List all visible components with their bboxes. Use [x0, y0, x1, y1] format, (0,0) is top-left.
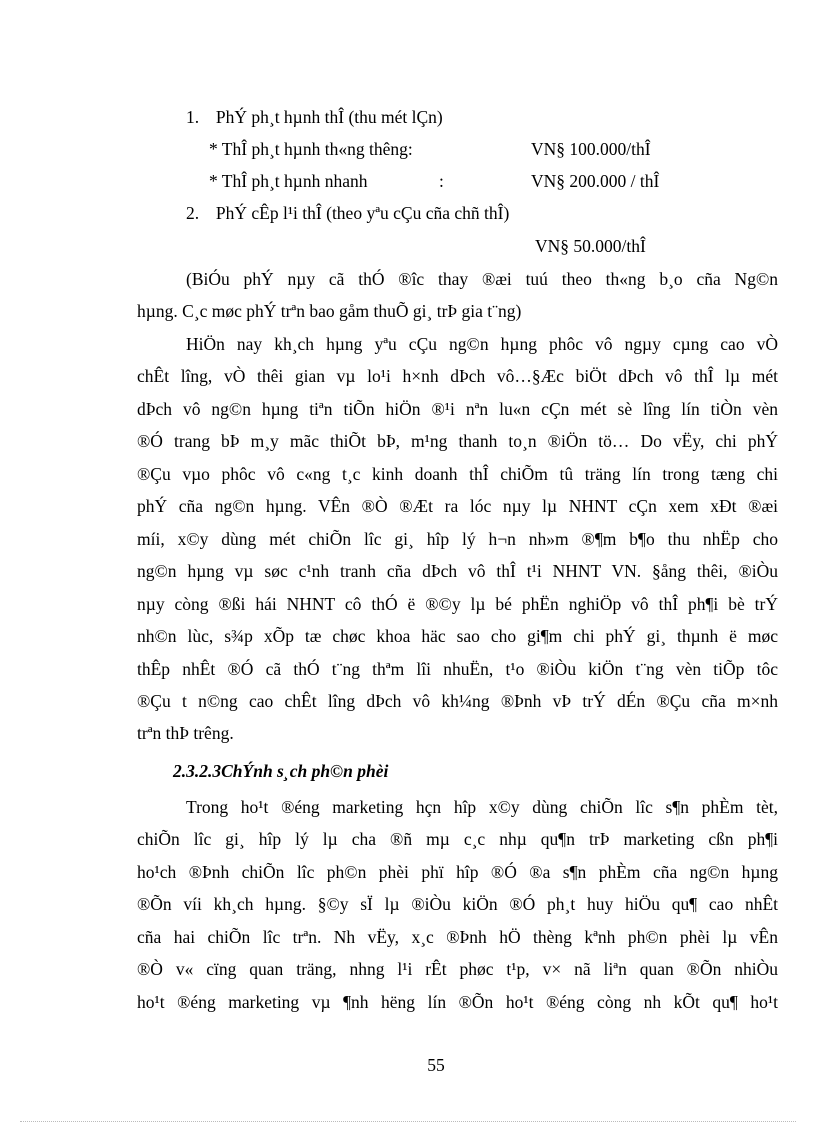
- paragraph-line: trªn thÞ trêng.: [137, 723, 234, 743]
- fee-item-title: PhÝ cÊp l¹i thÎ (theo yªu cÇu cña chñ thÎ): [215, 203, 510, 223]
- paragraph-line: phÝ cña ng©n hµng. VÊn ®Ò ®Æt ra lóc nµy lµ NHNT cÇn xem xÐt ®æi: [137, 496, 778, 516]
- list-number: 2.: [186, 203, 200, 223]
- paragraph-line: ®Çu t n©ng cao chÊt lîng dÞch vô kh¼ng ®Þnh vÞ trÝ dÉn ®Çu cña m×nh: [137, 691, 778, 711]
- fee-standard-price: VN§ 100.000/thÎ: [531, 139, 651, 159]
- fee-express-colon: :: [439, 171, 444, 191]
- fee-item-title: PhÝ ph¸t hµnh thÎ (thu mét lÇn): [215, 107, 443, 127]
- paragraph-line: ho¹ch ®Þnh chiÕn lîc ph©n phèi phï hîp ®Ó ®a s¶n phÈm cña ng©n hµng: [137, 862, 778, 882]
- paragraph-line: chÊt lîng, vÒ thêi gian vµ lo¹i h×nh dÞch vô…§Æc biÖt dÞch vô thÎ lµ mét: [137, 366, 778, 386]
- paragraph-line: nµy còng ®ßi hái NHNT cô thÓ ë ®©y lµ bé phËn nghiÖp vô thÎ ph¶i bè trÝ: [137, 594, 778, 614]
- paragraph-line: HiÖn nay kh¸ch hµng yªu cÇu ng©n hµng phôc vô ngµy cµng cao vÒ: [186, 334, 778, 354]
- paragraph-line: ®Ò v« cïng quan träng, nhng l¹i rÊt phøc t¹p, v× nã liªn quan ®Õn nhiÒu: [137, 959, 778, 979]
- paragraph-line: míi, x©y dùng mét chiÕn lîc gi¸ hîp lý h¬n nh»m ®¶m b¶o thu nhËp cho: [137, 529, 778, 549]
- fee-reissue-price: VN§ 50.000/thÎ: [535, 236, 646, 256]
- fee-express-price: VN§ 200.000 / thÎ: [531, 171, 660, 191]
- paragraph-line: ng©n hµng vµ søc c¹nh tranh cña dÞch vô thÎ t¹i NHNT VN. §ång thêi, ®iÒu: [137, 561, 778, 581]
- paragraph-line: thÊp nhÊt ®Ó cã thÓ t¨ng thªm lîi nhuËn, t¹o ®iÒu kiÖn t¨ng vèn tiÕp tôc: [137, 659, 778, 679]
- paragraph-line: Trong ho¹t ®éng marketing hçn hîp x©y dùng chiÕn lîc s¶n phÈm tèt,: [186, 797, 778, 817]
- fee-standard-label: * ThÎ ph¸t hµnh th«ng thêng:: [209, 139, 413, 159]
- paragraph-line: nh©n lùc, s¾p xÕp tæ chøc khoa häc sao cho gi¶m chi phÝ gi¸ thµnh ë møc: [137, 626, 778, 646]
- fee-express-label: * ThÎ ph¸t hµnh nhanh: [209, 171, 368, 191]
- paragraph-line: ho¹t ®éng marketing vµ ¶nh hëng lín ®Õn ho¹t ®éng còng nh kÕt qu¶ ho¹t: [137, 992, 778, 1012]
- section-heading: 2.3.2.3ChÝnh s¸ch ph©n phèi: [173, 761, 389, 781]
- paragraph-line: dÞch vô ng©n hµng tiªn tiÕn hiÖn ®¹i nªn lu«n cÇn mét sè lîng lín tiÒn vèn: [137, 399, 778, 419]
- note-line: (BiÓu phÝ nµy cã thÓ ®îc thay ®æi tuú theo th«ng b¸o cña Ng©n: [186, 269, 778, 289]
- paragraph-line: ®Õn víi kh¸ch hµng. §©y sÏ lµ ®iÒu kiÖn ®Ó ph¸t huy hiÖu qu¶ cao nhÊt: [137, 894, 778, 914]
- paragraph-line: ®Çu vµo phôc vô c«ng t¸c kinh doanh thÎ chiÕm tû träng lín trong tæng chi: [137, 464, 778, 484]
- page-number: 55: [427, 1055, 445, 1075]
- note-line: hµng. C¸c møc phÝ trªn bao gåm thuÕ gi¸ trÞ gia t¨ng): [137, 301, 522, 321]
- list-number: 1.: [186, 107, 200, 127]
- page-bottom-divider: [20, 1121, 796, 1122]
- fee-item-2: [186, 202, 509, 224]
- fee-item-1: [186, 106, 443, 128]
- paragraph-line: cña hai chiÕn lîc trªn. Nh vËy, x¸c ®Þnh hÖ thèng kªnh ph©n phèi lµ vÊn: [137, 927, 778, 947]
- paragraph-line: ®Ó trang bÞ m¸y mãc thiÕt bÞ, m¹ng thanh to¸n ®iÖn tö… Do vËy, chi phÝ: [137, 431, 778, 451]
- paragraph-line: chiÕn lîc gi¸ hîp lý lµ cha ®ñ mµ c¸c nhµ qu¶n trÞ marketing cßn ph¶i: [137, 829, 778, 849]
